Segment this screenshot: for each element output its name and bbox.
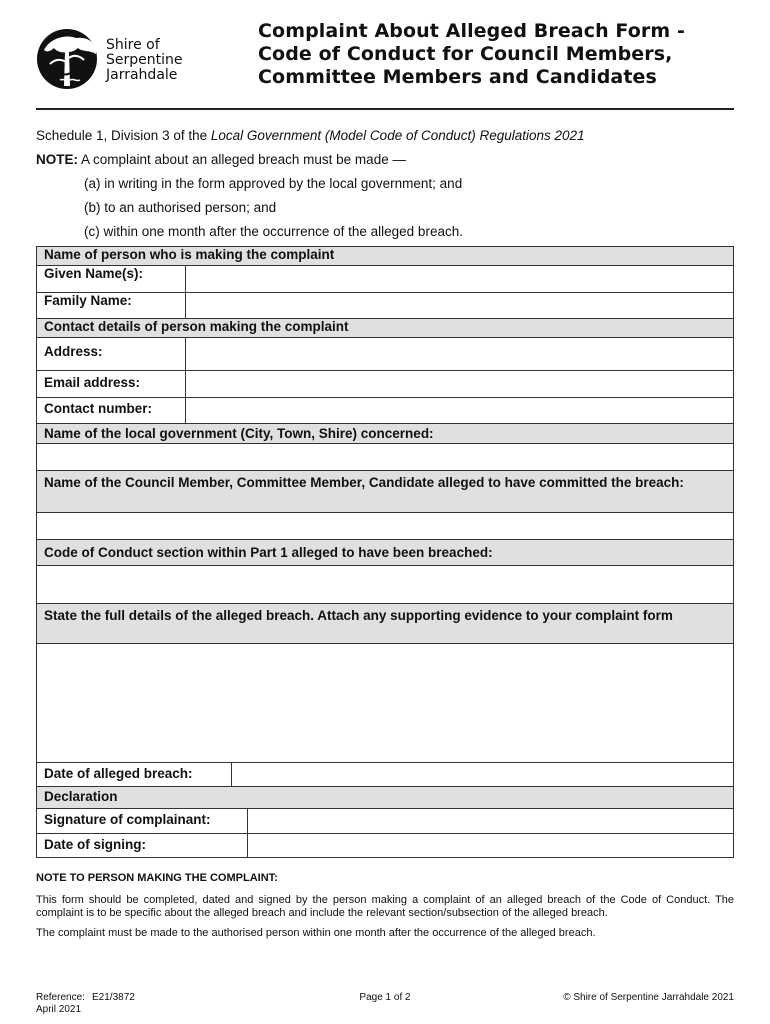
breach-details-field[interactable] <box>37 644 734 763</box>
date-signing-field[interactable] <box>248 834 734 858</box>
code-section-field[interactable] <box>37 566 734 604</box>
logo-text <box>106 38 183 83</box>
note-text: A complaint about an alleged breach must be made — <box>78 152 406 167</box>
note-line <box>36 148 736 172</box>
intro-section <box>36 124 736 244</box>
requirement-item: (a) in writing in the form approved by the local government; and <box>84 176 463 191</box>
address-label: Address: <box>37 338 186 371</box>
notes-paragraph: The complaint must be made to the authorised person within one month after the occurrence of the alleged breach. <box>36 927 596 939</box>
notes-paragraph: This form should be completed, dated and signed by the person making a complaint of an alleged breach of the Code of Conduct. The complaint is to be specific about the alleged breach and include the relevant section/subsection of the alleged breach. <box>36 894 734 919</box>
logo-line: Jarrahdale <box>106 67 178 83</box>
logo-line: Shire of <box>106 37 160 53</box>
title-line: Committee Members and Candidates <box>258 66 657 88</box>
email-label: Email address: <box>37 371 186 398</box>
document-date: April 2021 <box>36 1004 82 1015</box>
notes-section <box>36 872 734 947</box>
reference-value: E21/3872 <box>92 992 135 1003</box>
given-names-field[interactable] <box>185 266 733 293</box>
date-breach-field[interactable] <box>232 763 734 787</box>
section-header-member: Name of the Council Member, Committee Member, Candidate alleged to have committed the breach: <box>37 471 734 513</box>
given-names-label: Given Name(s): <box>37 266 186 293</box>
section-header-local-government: Name of the local government (City, Town, Shire) concerned: <box>37 424 734 444</box>
requirement-item: (c) within one month after the occurrence of the alleged breach. <box>84 224 463 239</box>
contact-number-field[interactable] <box>185 398 733 424</box>
section-header-complainant: Name of person who is making the complaint <box>37 247 734 266</box>
complaint-form-table <box>36 246 734 858</box>
section-header-breach-details: State the full details of the alleged breach. Attach any supporting evidence to your complaint form <box>37 604 734 644</box>
family-name-field[interactable] <box>185 293 733 319</box>
member-name-field[interactable] <box>37 513 734 540</box>
section-header-contact: Contact details of person making the complaint <box>37 319 734 338</box>
section-header-code-section: Code of Conduct section within Part 1 alleged to have been breached: <box>37 540 734 566</box>
logo-line: Serpentine <box>106 52 183 68</box>
regulation-name: Local Government (Model Code of Conduct) Regulations 2021 <box>210 128 585 143</box>
tree-emblem-icon <box>36 28 106 90</box>
contact-number-label: Contact number: <box>37 398 186 424</box>
reference-label: Reference: <box>36 992 85 1003</box>
page-title <box>258 20 748 89</box>
local-government-field[interactable] <box>37 444 734 471</box>
address-field[interactable] <box>185 338 733 371</box>
family-name-label: Family Name: <box>37 293 186 319</box>
header-divider <box>36 108 734 110</box>
page-number: Page 1 of 2 <box>359 992 411 1003</box>
title-line: Code of Conduct for Council Members, <box>258 43 673 65</box>
date-signing-label: Date of signing: <box>37 834 248 858</box>
copyright: © Shire of Serpentine Jarrahdale 2021 <box>563 992 734 1003</box>
title-line: Complaint About Alleged Breach Form - <box>258 20 685 42</box>
schedule-reference <box>36 124 736 148</box>
note-label: NOTE: <box>36 152 78 167</box>
notes-heading: NOTE TO PERSON MAKING THE COMPLAINT: <box>36 872 278 884</box>
requirement-item: (b) to an authorised person; and <box>84 200 277 215</box>
signature-field[interactable] <box>248 809 734 834</box>
date-breach-label: Date of alleged breach: <box>37 763 232 787</box>
section-header-declaration: Declaration <box>37 787 734 809</box>
schedule-prefix: Schedule 1, Division 3 of the <box>36 128 211 143</box>
signature-label: Signature of complainant: <box>37 809 248 834</box>
email-field[interactable] <box>185 371 733 398</box>
